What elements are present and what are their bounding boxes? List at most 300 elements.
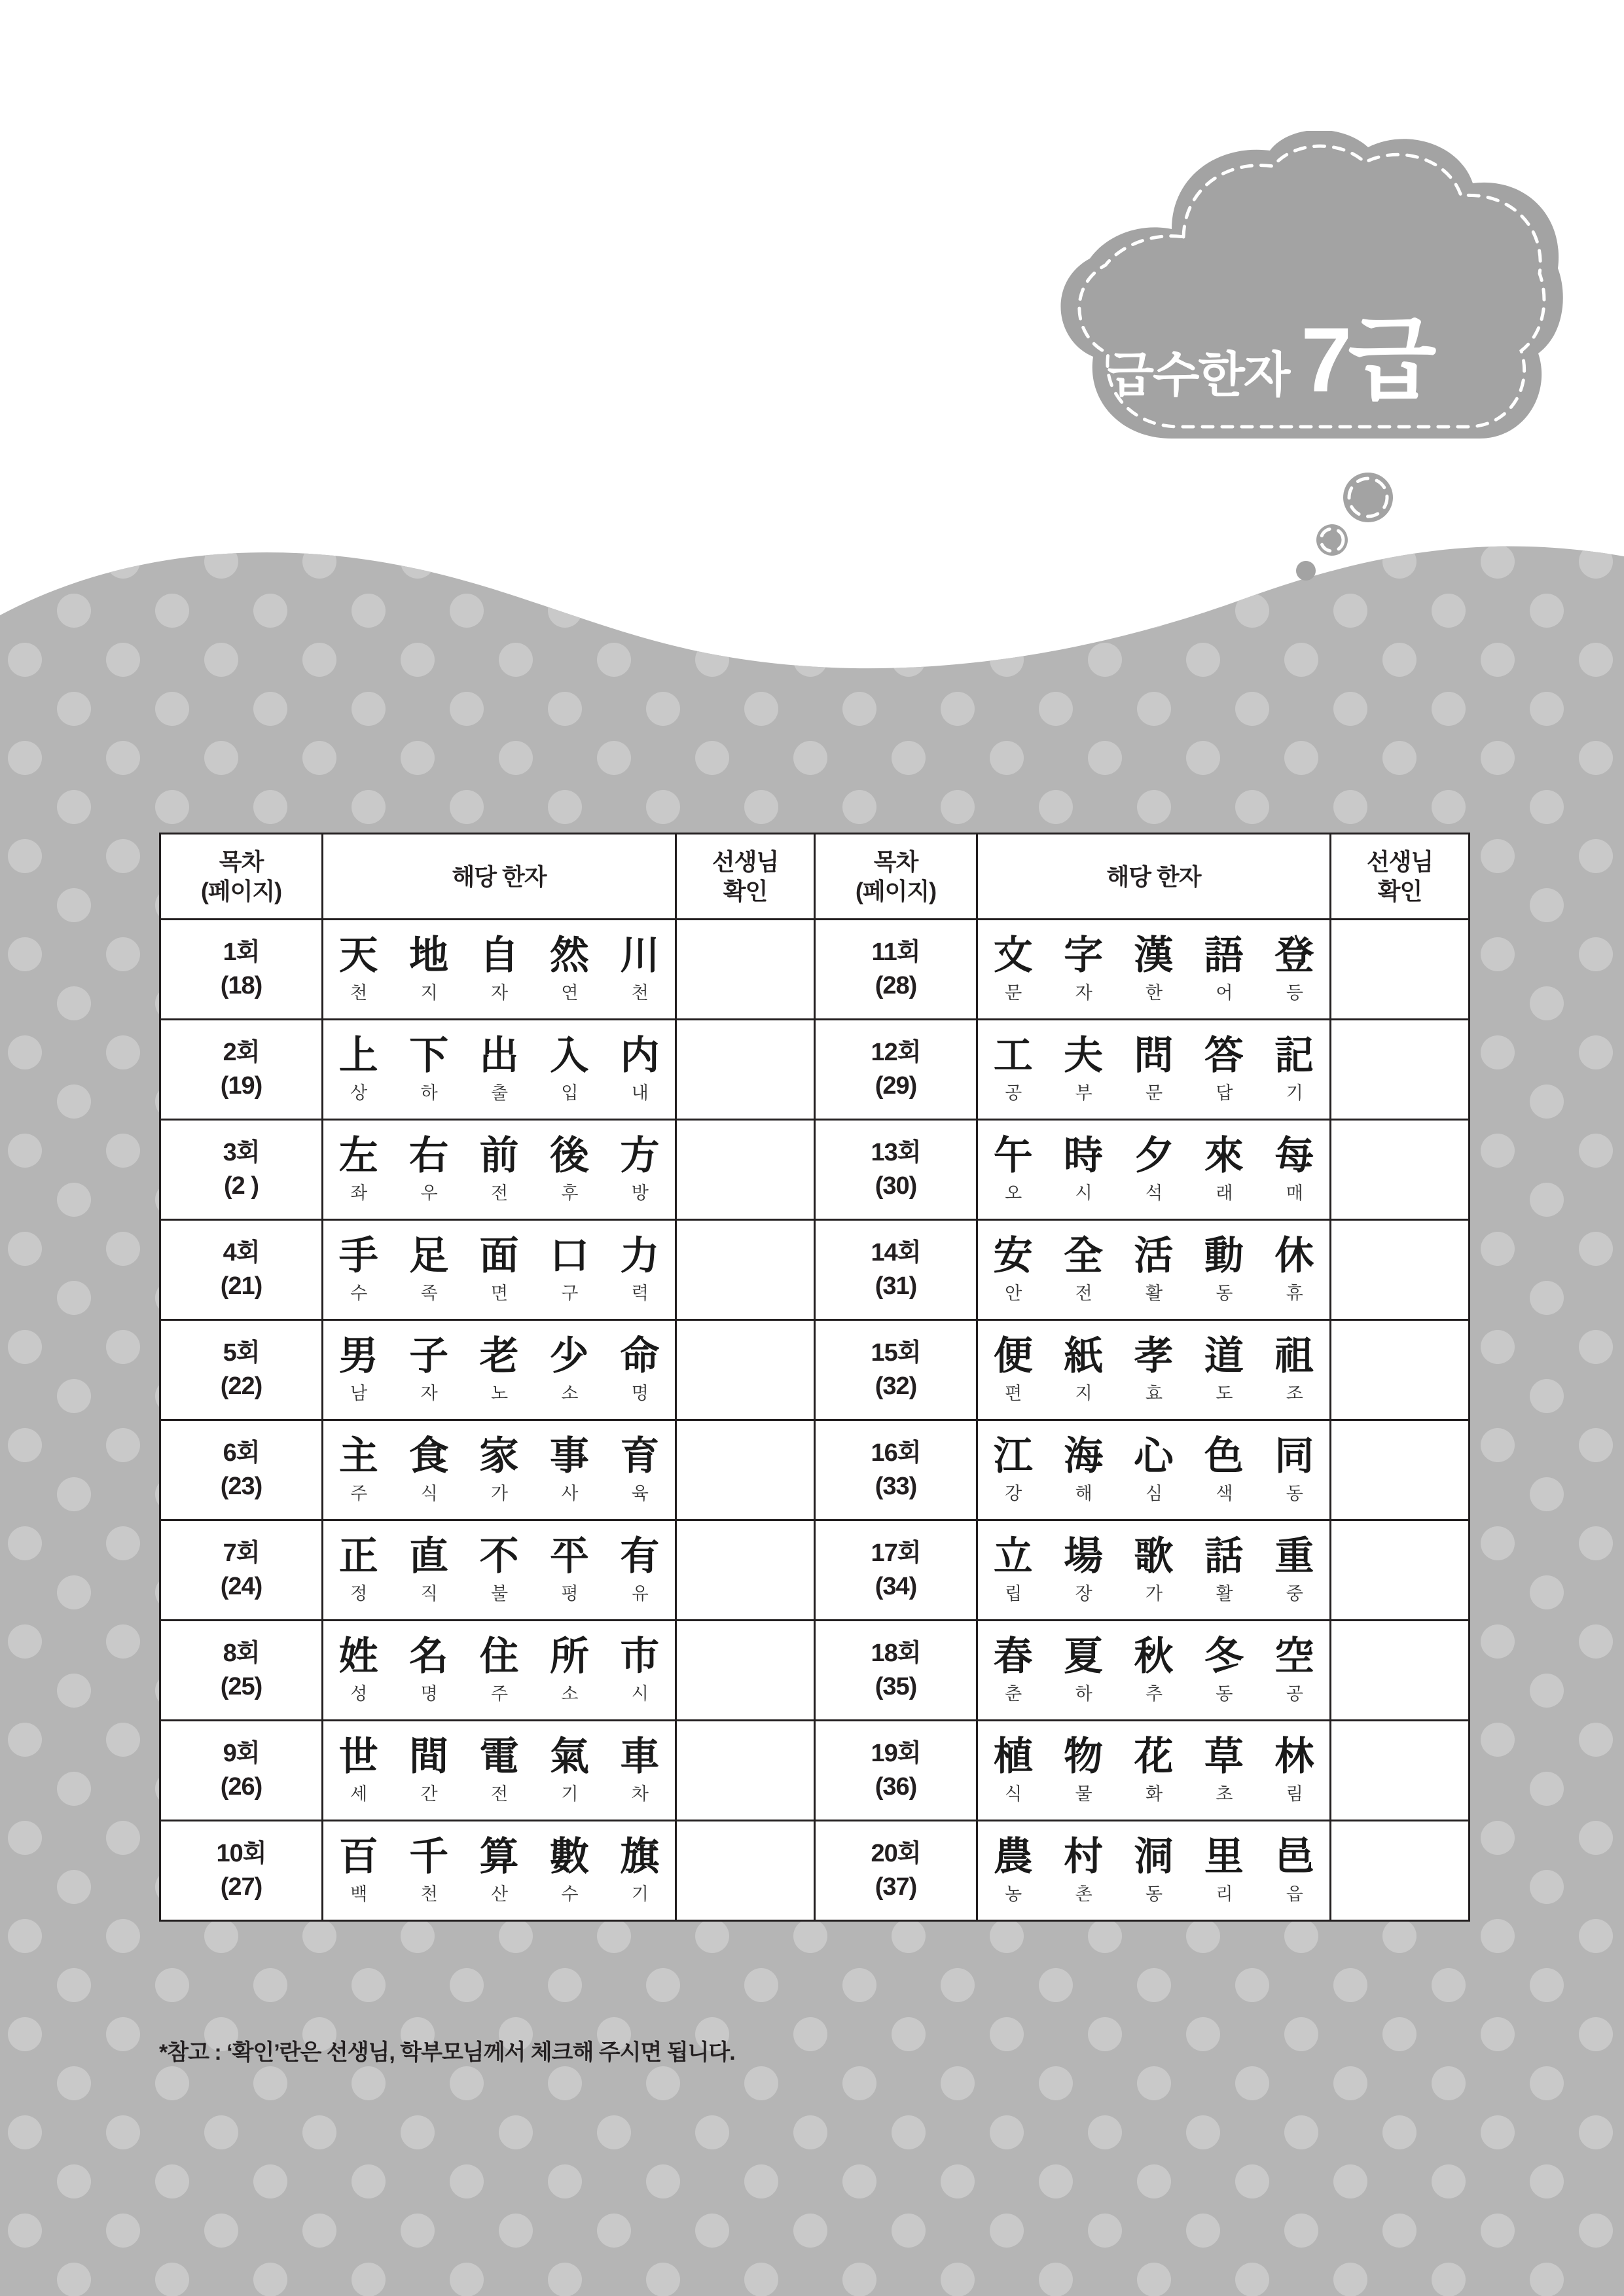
row-page: (31) [875, 1272, 917, 1300]
row-number: 7회 [223, 1539, 260, 1567]
hanja-item [534, 1836, 604, 1905]
hanja-item [978, 1636, 1048, 1705]
hanja-reading: 전 [490, 1183, 508, 1203]
hanja-character: 便 [993, 1333, 1033, 1380]
hanja-character: 姓 [338, 1634, 378, 1680]
hanja-reading: 촌 [1075, 1884, 1092, 1904]
hanja-character: 安 [993, 1233, 1033, 1280]
hanja-reading: 력 [631, 1283, 648, 1303]
row-page: (37) [875, 1873, 917, 1901]
hanja-item [978, 1836, 1048, 1905]
hanja-character: 道 [1204, 1333, 1244, 1380]
row-page: (23) [220, 1473, 262, 1500]
hanja-character: 下 [409, 1033, 449, 1079]
hanja-item [1259, 1535, 1329, 1605]
hanja-reading: 족 [420, 1283, 437, 1303]
hanja-reading: 화 [1145, 1784, 1163, 1804]
row-hanja-left [323, 1020, 676, 1120]
hanja-reading: 활 [1216, 1583, 1233, 1604]
hanja-character: 有 [620, 1534, 660, 1580]
teacher-check-box-right[interactable] [1331, 1621, 1470, 1721]
hanja-item [323, 1435, 393, 1505]
hanja-reading: 기 [561, 1784, 578, 1804]
hanja-reading: 유 [631, 1583, 648, 1604]
hanja-reading: 색 [1216, 1483, 1233, 1503]
hanja-reading: 사 [561, 1483, 578, 1503]
footnote: *참고 : ‘확인’란은 선생님, 학부모님께서 체크해 주시면 됩니다. [159, 2040, 735, 2065]
hanja-item [605, 1836, 675, 1905]
hanja-item [605, 1435, 675, 1505]
hanja-reading: 답 [1216, 1083, 1233, 1103]
hanja-item [393, 1135, 463, 1204]
header-index-right-main: 목차 [873, 848, 918, 875]
hanja-item [605, 1135, 675, 1204]
hanja-character: 春 [993, 1634, 1033, 1680]
hanja-character: 算 [479, 1834, 519, 1880]
hanja-reading: 휴 [1286, 1283, 1303, 1303]
teacher-check-box-right[interactable] [1331, 1320, 1470, 1420]
hanja-character: 海 [1064, 1433, 1104, 1480]
teacher-check-box-right[interactable] [1331, 1821, 1470, 1921]
hanja-character: 不 [479, 1534, 519, 1580]
hanja-character: 江 [993, 1433, 1033, 1480]
hanja-item [393, 1535, 463, 1605]
hanja-item [323, 1135, 393, 1204]
hanja-item [978, 1535, 1048, 1605]
hanja-character: 全 [1064, 1233, 1104, 1280]
teacher-check-box-left[interactable] [676, 1120, 815, 1220]
row-page: (27) [220, 1873, 262, 1901]
hanja-character: 秋 [1134, 1634, 1174, 1680]
hanja-item [605, 1736, 675, 1805]
hanja-reading: 자 [1075, 982, 1092, 1003]
row-index-right [815, 1120, 977, 1220]
hanja-reading: 문 [1005, 982, 1022, 1003]
row-number: 9회 [223, 1739, 260, 1767]
hanja-reading: 직 [420, 1583, 437, 1604]
header-check-right-main: 선생님 [1366, 848, 1434, 875]
hanja-item [1259, 1235, 1329, 1304]
hanja-reading: 편 [1005, 1383, 1022, 1403]
grade-number: 7급 [1301, 308, 1433, 411]
row-index-right [815, 1220, 977, 1320]
hanja-reading: 좌 [350, 1183, 367, 1203]
row-hanja-left [323, 1520, 676, 1621]
table-header-row [160, 834, 1470, 920]
header-check-left [676, 834, 815, 920]
row-page: (22) [220, 1372, 262, 1400]
hanja-item [1189, 1435, 1259, 1505]
hanja-reading: 전 [1075, 1283, 1092, 1303]
hanja-item [393, 1836, 463, 1905]
row-index-right [815, 1721, 977, 1821]
row-page: (24) [220, 1573, 262, 1600]
hanja-item [1189, 1335, 1259, 1405]
hanja-character: 漢 [1134, 933, 1174, 979]
hanja-character: 物 [1064, 1734, 1104, 1780]
hanja-character: 命 [620, 1333, 660, 1380]
row-hanja-left [323, 1120, 676, 1220]
row-index-left [160, 1020, 323, 1120]
header-hanja-left: 해당 한자 [323, 834, 676, 920]
row-number: 2회 [223, 1038, 260, 1066]
row-hanja-left [323, 1821, 676, 1921]
row-hanja-right [977, 1120, 1331, 1220]
hanja-reading: 석 [1145, 1183, 1163, 1203]
hanja-character: 地 [409, 933, 449, 979]
row-page: (32) [875, 1372, 917, 1400]
hanja-reading: 심 [1145, 1483, 1163, 1503]
hanja-character: 冬 [1204, 1634, 1244, 1680]
hanja-character: 上 [338, 1033, 378, 1079]
hanja-item [1259, 1035, 1329, 1104]
teacher-check-box-right[interactable] [1331, 1520, 1470, 1621]
row-index-right [815, 1520, 977, 1621]
hanja-character: 色 [1204, 1433, 1244, 1480]
table-row [160, 920, 1470, 1020]
teacher-check-box-right[interactable] [1331, 920, 1470, 1020]
hanja-character: 左 [338, 1133, 378, 1179]
hanja-item [1119, 935, 1189, 1004]
hanja-reading: 안 [1005, 1283, 1022, 1303]
hanja-item [534, 1335, 604, 1405]
hanja-character: 世 [338, 1734, 378, 1780]
teacher-check-box-right[interactable] [1331, 1120, 1470, 1220]
hanja-reading: 주 [350, 1483, 367, 1503]
hanja-item [1048, 1135, 1118, 1204]
hanja-item [464, 1535, 534, 1605]
row-index-left [160, 1821, 323, 1921]
teacher-check-box-left[interactable] [676, 1420, 815, 1520]
hanja-reading: 강 [1005, 1483, 1022, 1503]
hanja-character: 工 [993, 1033, 1033, 1079]
hanja-item [323, 1335, 393, 1405]
row-page: (21) [220, 1272, 262, 1300]
hanja-character: 家 [479, 1433, 519, 1480]
hanja-character: 旗 [620, 1834, 660, 1880]
hanja-reading: 래 [1216, 1183, 1233, 1203]
hanja-item [1048, 935, 1118, 1004]
character-count: 100자 [1191, 438, 1349, 508]
hanja-item [1119, 1335, 1189, 1405]
hanja-reading: 부 [1075, 1083, 1092, 1103]
hanja-character: 話 [1204, 1534, 1244, 1580]
hanja-character: 間 [409, 1734, 449, 1780]
teacher-check-box-right[interactable] [1331, 1420, 1470, 1520]
row-hanja-right [977, 1320, 1331, 1420]
hanja-reading: 자 [490, 982, 508, 1003]
hanja-character: 口 [549, 1233, 589, 1280]
teacher-check-box-left[interactable] [676, 1320, 815, 1420]
hanja-item [393, 935, 463, 1004]
hanja-item [464, 1636, 534, 1705]
row-page: (30) [875, 1172, 917, 1200]
hanja-character: 活 [1134, 1233, 1174, 1280]
hanja-reading: 장 [1075, 1583, 1092, 1604]
hanja-reading: 남 [350, 1383, 367, 1403]
row-number: 14회 [871, 1238, 921, 1266]
hanja-item [534, 1435, 604, 1505]
row-number: 15회 [871, 1338, 921, 1367]
hanja-reading: 육 [631, 1483, 648, 1503]
hanja-reading: 백 [350, 1884, 367, 1904]
hanja-reading: 중 [1286, 1583, 1303, 1604]
row-number: 17회 [871, 1539, 921, 1567]
row-page: (25) [220, 1673, 262, 1700]
table-row [160, 1621, 1470, 1721]
table-row [160, 1120, 1470, 1220]
row-hanja-right [977, 920, 1331, 1020]
hanja-item [1048, 1736, 1118, 1805]
hanja-character: 育 [620, 1433, 660, 1480]
hanja-reading: 수 [561, 1884, 578, 1904]
hanja-character: 正 [338, 1534, 378, 1580]
teacher-check-box-left[interactable] [676, 1520, 815, 1621]
table-row [160, 1721, 1470, 1821]
row-hanja-left [323, 1320, 676, 1420]
hanja-item [605, 1035, 675, 1104]
hanja-item [464, 1135, 534, 1204]
hanja-character: 答 [1204, 1033, 1244, 1079]
row-index-left [160, 920, 323, 1020]
row-hanja-right [977, 1821, 1331, 1921]
hanja-item [534, 935, 604, 1004]
row-page: (26) [220, 1773, 262, 1801]
hanja-reading: 구 [561, 1283, 578, 1303]
row-index-left [160, 1621, 323, 1721]
hanja-item [1259, 1135, 1329, 1204]
hanja-character: 孝 [1134, 1333, 1174, 1380]
hanja-item [323, 1235, 393, 1304]
hanja-reading: 자 [420, 1383, 437, 1403]
hanja-item [978, 1135, 1048, 1204]
teacher-check-box-right[interactable] [1331, 1020, 1470, 1120]
hanja-reading: 지 [420, 982, 437, 1003]
row-number: 4회 [223, 1238, 260, 1266]
hanja-item [1259, 1736, 1329, 1805]
hanja-item [464, 935, 534, 1004]
row-index-left [160, 1320, 323, 1420]
row-hanja-right [977, 1020, 1331, 1120]
header-hanja-right: 해당 한자 [977, 834, 1331, 920]
hanja-item [534, 1535, 604, 1605]
hanja-character: 手 [338, 1233, 378, 1280]
row-index-left [160, 1721, 323, 1821]
header-check-right-sub: 확인 [1377, 878, 1422, 905]
hanja-reading: 불 [490, 1583, 508, 1604]
hanja-character: 天 [338, 933, 378, 979]
hanja-item [1259, 935, 1329, 1004]
header-check-left-sub: 확인 [723, 878, 768, 905]
hanja-item [323, 1636, 393, 1705]
hanja-reading: 림 [1286, 1784, 1303, 1804]
hanja-reading: 하 [420, 1083, 437, 1103]
hanja-reading: 동 [1286, 1483, 1303, 1503]
row-hanja-left [323, 1721, 676, 1821]
hanja-character: 車 [620, 1734, 660, 1780]
hanja-reading: 한 [1145, 982, 1163, 1003]
hanja-character: 主 [338, 1433, 378, 1480]
hanja-item [534, 1035, 604, 1104]
hanja-item [323, 1836, 393, 1905]
hanja-character: 平 [549, 1534, 589, 1580]
hanja-reading: 어 [1216, 982, 1233, 1003]
hanja-reading: 조 [1286, 1383, 1303, 1403]
hanja-reading: 시 [1075, 1183, 1092, 1203]
header-index-left [160, 834, 323, 920]
hanja-character: 食 [409, 1433, 449, 1480]
teacher-check-box-left[interactable] [676, 1821, 815, 1921]
hanja-reading: 가 [490, 1483, 508, 1503]
hanja-item [464, 1235, 534, 1304]
hanja-item [393, 1435, 463, 1505]
hanja-character: 花 [1134, 1734, 1174, 1780]
hanja-character: 所 [549, 1634, 589, 1680]
teacher-check-box-left[interactable] [676, 920, 815, 1020]
hanja-item [1189, 1535, 1259, 1605]
row-page: (29) [875, 1072, 917, 1100]
hanja-item [464, 1836, 534, 1905]
row-index-left [160, 1520, 323, 1621]
row-number: 12회 [871, 1038, 921, 1066]
row-hanja-right [977, 1420, 1331, 1520]
hanja-reading: 농 [1005, 1884, 1022, 1904]
teacher-check-box-left[interactable] [676, 1220, 815, 1320]
hanja-item [978, 1335, 1048, 1405]
hanja-reading: 산 [490, 1884, 508, 1904]
hanja-character: 祖 [1274, 1333, 1314, 1380]
row-hanja-right [977, 1220, 1331, 1320]
hanja-item [978, 1035, 1048, 1104]
row-index-right [815, 1621, 977, 1721]
hanja-reading: 천 [350, 982, 367, 1003]
hanja-item [978, 1736, 1048, 1805]
hanja-item [978, 1235, 1048, 1304]
hanja-reading: 세 [350, 1784, 367, 1804]
hanja-reading: 도 [1216, 1383, 1233, 1403]
hanja-reading: 지 [1075, 1383, 1092, 1403]
hanja-reading: 읍 [1286, 1884, 1303, 1904]
row-number: 13회 [871, 1138, 921, 1166]
hanja-item [534, 1736, 604, 1805]
hanja-character: 電 [479, 1734, 519, 1780]
hanja-reading: 기 [631, 1884, 648, 1904]
hanja-character: 千 [409, 1834, 449, 1880]
header-index-left-main: 목차 [219, 848, 264, 875]
hanja-item [605, 935, 675, 1004]
hanja-reading: 내 [631, 1083, 648, 1103]
header-index-right-sub: (페이지) [855, 878, 937, 905]
teacher-check-box-left[interactable] [676, 1020, 815, 1120]
hanja-character: 草 [1204, 1734, 1244, 1780]
hanja-character: 記 [1274, 1033, 1314, 1079]
teacher-check-box-right[interactable] [1331, 1220, 1470, 1320]
hanja-reading: 동 [1216, 1283, 1233, 1303]
hanja-reading: 시 [631, 1683, 648, 1704]
hanja-item [1048, 1335, 1118, 1405]
hanja-reading: 소 [561, 1383, 578, 1403]
hanja-item [1189, 1035, 1259, 1104]
hanja-reading: 매 [1286, 1183, 1303, 1203]
hanja-item [1119, 1636, 1189, 1705]
row-index-left [160, 1120, 323, 1220]
row-number: 8회 [223, 1639, 260, 1667]
hanja-character: 立 [993, 1534, 1033, 1580]
hanja-item [605, 1335, 675, 1405]
hanja-character: 然 [549, 933, 589, 979]
hanja-character: 林 [1274, 1734, 1314, 1780]
hanja-item [393, 1335, 463, 1405]
hanja-item [393, 1035, 463, 1104]
hanja-character: 川 [620, 933, 660, 979]
hanja-item [1259, 1836, 1329, 1905]
hanja-reading: 동 [1145, 1884, 1163, 1904]
hanja-item [1048, 1235, 1118, 1304]
row-hanja-left [323, 1621, 676, 1721]
hanja-character: 午 [993, 1133, 1033, 1179]
hanja-item [1119, 1736, 1189, 1805]
row-page: (33) [875, 1473, 917, 1500]
hanja-reading: 물 [1075, 1784, 1092, 1804]
hanja-reading: 출 [490, 1083, 508, 1103]
hanja-item [978, 1435, 1048, 1505]
row-number: 3회 [223, 1138, 260, 1166]
hanja-reading: 초 [1216, 1784, 1233, 1804]
hanja-item [464, 1335, 534, 1405]
hanja-character: 老 [479, 1333, 519, 1380]
hanja-character: 場 [1064, 1534, 1104, 1580]
teacher-check-box-left[interactable] [676, 1721, 815, 1821]
hanja-character: 來 [1204, 1133, 1244, 1179]
hanja-reading: 입 [561, 1083, 578, 1103]
hanja-character: 紙 [1064, 1333, 1104, 1380]
row-hanja-right [977, 1520, 1331, 1621]
hanja-reading: 우 [420, 1183, 437, 1203]
hanja-character: 少 [549, 1333, 589, 1380]
cloud-text-block [1021, 308, 1519, 512]
hanja-reading: 평 [561, 1583, 578, 1604]
row-number: 1회 [223, 938, 260, 966]
hanja-item [605, 1636, 675, 1705]
hanja-item [605, 1535, 675, 1605]
hanja-item [1048, 1435, 1118, 1505]
row-page: (36) [875, 1773, 917, 1801]
teacher-check-box-left[interactable] [676, 1621, 815, 1721]
hanja-reading: 수 [350, 1283, 367, 1303]
row-number: 11회 [871, 938, 920, 966]
hanja-item [1189, 1736, 1259, 1805]
hanja-reading: 후 [561, 1183, 578, 1203]
hanja-character: 里 [1204, 1834, 1244, 1880]
table-row [160, 1520, 1470, 1621]
hanja-item [393, 1235, 463, 1304]
hanja-item [1048, 1035, 1118, 1104]
row-page: (28) [875, 972, 917, 999]
hanja-character: 氣 [549, 1734, 589, 1780]
hanja-item [1048, 1535, 1118, 1605]
hanja-character: 子 [409, 1333, 449, 1380]
hanja-item [1119, 1035, 1189, 1104]
row-hanja-left [323, 920, 676, 1020]
hanja-reading: 가 [1145, 1583, 1163, 1604]
hanja-reading: 천 [420, 1884, 437, 1904]
teacher-check-box-right[interactable] [1331, 1721, 1470, 1821]
hanja-reading: 전 [490, 1784, 508, 1804]
hanja-reading: 활 [1145, 1283, 1163, 1303]
hanja-character: 文 [993, 933, 1033, 979]
hanja-reading: 방 [631, 1183, 648, 1203]
row-hanja-left [323, 1420, 676, 1520]
